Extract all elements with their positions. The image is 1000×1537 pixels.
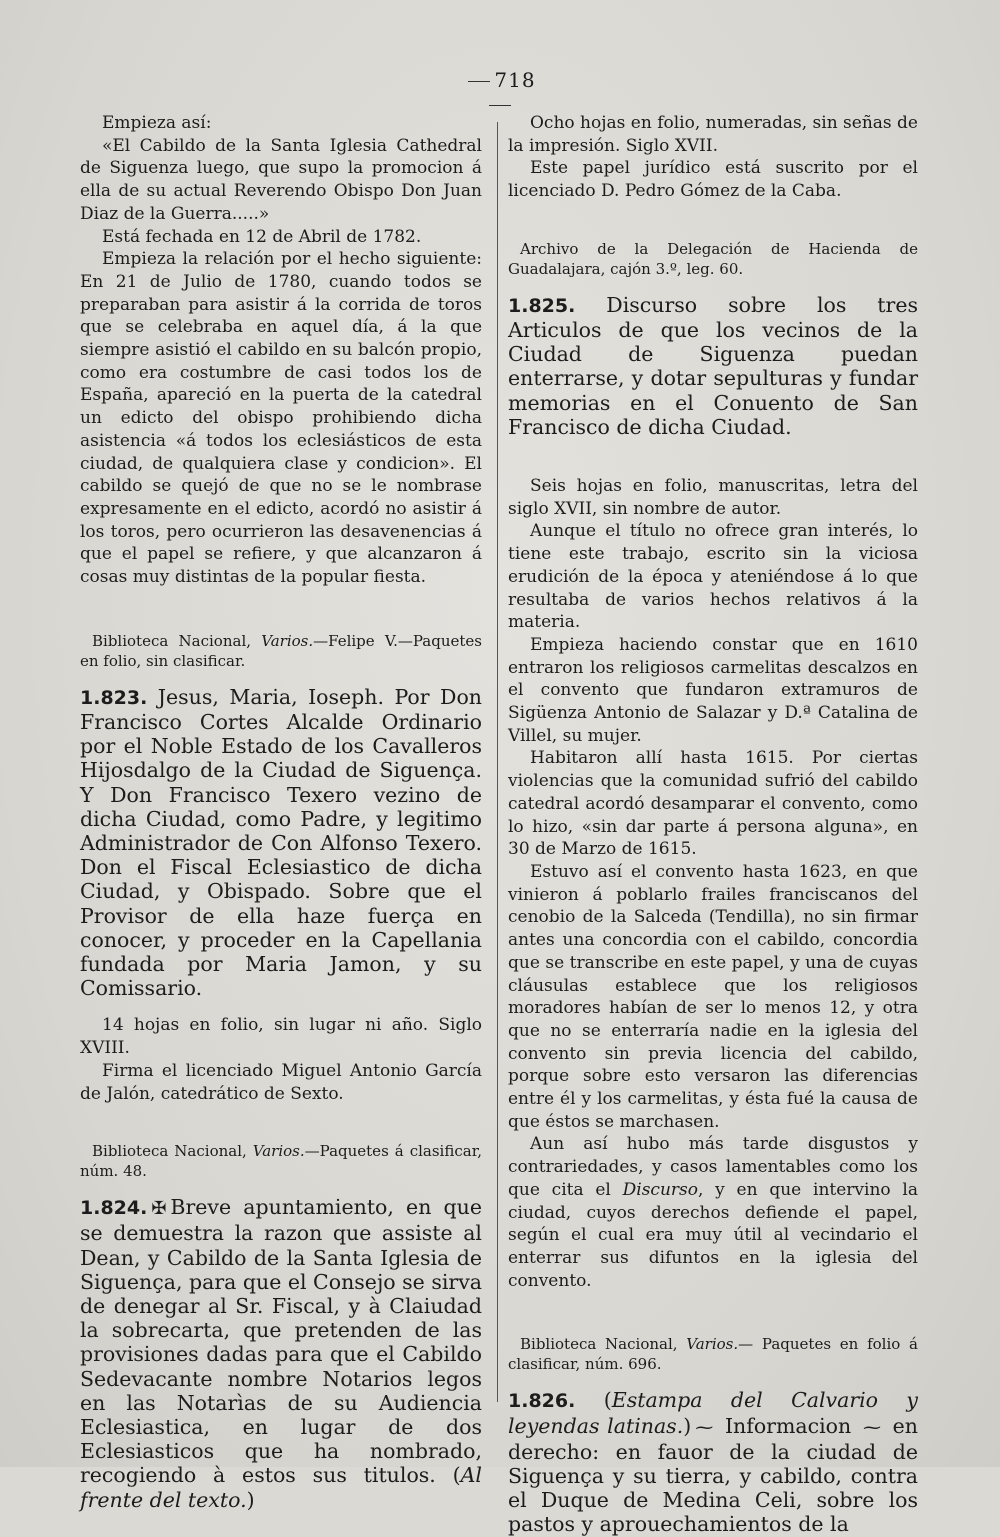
paragraph: Aunque el título no ofrece gran interés, lo tiene este trabajo, escrito sin la viciosa erudición de la época y ateniéndose á lo que resultaba de varios hechos relativos á la materia. xyxy=(508,521,918,633)
page-number: 718 xyxy=(450,68,550,116)
cross-ornament-icon: ✠ xyxy=(151,1198,167,1220)
paragraph: Firma el licenciado Miguel Antonio García de Jalón, catedrático de Sexto. xyxy=(80,1060,482,1104)
paragraph: Habitaron allí hasta 1615. Por ciertas violencias que la comunidad sufrió del cabildo catedral acordó desamparar el convento, como lo hizo, «sin dar parte á persona alguna», en 30 de Marzo de 1615. xyxy=(508,748,918,860)
paragraph: Este papel jurídico está suscrito por el licenciado D. Pedro Gómez de la Caba. xyxy=(508,158,918,202)
paragraph: Estuvo así el convento hasta 1623, en que vinieron á poblarlo frailes franciscanos del cenobio de la Salceda (Tendilla), no sin firmar antes una concordia con el cabildo, concordia que se transcribe en este papel, y una de cuyas cláusulas establece que los religiosos moradores habían de ser lo menos 12, y otra que no se enterraría nadie en la iglesia del convento sin previa licencia del cabildo, porque sobre esto versaron las diferencias entre él y los carmelitas, y ésta fué la causa de que éstos se marchasen. xyxy=(508,861,918,1132)
citation: Biblioteca Nacional, Varios.—Felipe V.—Paquetes en folio, sin clasificar. xyxy=(80,631,482,670)
column-divider xyxy=(497,122,498,1402)
entry-number: 1.824. xyxy=(80,1197,148,1220)
entry-1824: 1.824. ✠ Breve apuntamiento, en que se demuestra la razon que assiste al Dean, y Cabildo de la Santa Iglesia de Siguença, para que el Consejo se sirva de denegar al Sr. Fiscal, y à Claiudad la sobrecarta, que pretenden de las provisiones dadas para que el Cabildo Sedevacante nombre Notarios legos en las Notarìas de su Audiencia Eclesiastica, en lugar de dos Eclesiasticos que ha nombrado, recogiendo à estos sus titulos. (Al frente del texto.) xyxy=(80,1195,483,1512)
paragraph: Ocho hojas en folio, numeradas, sin señas de la impresión. Siglo XVII. xyxy=(508,113,918,156)
paragraph: «El Cabildo de la Santa Iglesia Cathedral de Siguenza luego, que supo la promocion á ella de su actual Reverendo Obispo Don Juan Diaz de la Guerra.....» xyxy=(80,135,482,224)
paragraph: Aun así hubo más tarde disgustos y contrariedades, y casos lamentables como los que cita el Discurso, y en que intervino la ciudad, cuyos derechos defiende el papel, según el cual era muy útil al vecindario el enterrar sus difuntos en la iglesia del convento. xyxy=(508,1134,918,1291)
entry-title: Discurso sobre los tres Articulos de que los vecinos de la Ciudad de Siguenza puedan enterrarse, y dotar sepulturas y fundar memorias en el Conuento de San Francisco de dicha Ciudad. xyxy=(508,292,918,439)
citation: Archivo de la Delegación de Hacienda de Guadalajara, cajón 3.º, leg. 60. xyxy=(508,239,918,278)
right-column xyxy=(508,112,918,1537)
ornament-icon: ⁓ xyxy=(695,1416,714,1438)
paragraph: Empieza haciendo constar que en 1610 entraron los religiosos carmelitas descalzos en el convento que fundaron extramuros de Sigüenza Antonio de Salazar y D.ª Catalina de Villel, su mujer. xyxy=(508,634,918,746)
left-column xyxy=(80,112,482,1512)
paragraph: 14 hojas en folio, sin lugar ni año. Siglo XVIII. xyxy=(80,1015,482,1059)
ornament-icon: ⁓ xyxy=(862,1416,881,1438)
citation: Biblioteca Nacional, Varios.— Paquetes en folio á clasificar, núm. 696. xyxy=(508,1335,918,1374)
paragraph: Empieza así: xyxy=(102,113,212,133)
entry-number: 1.825. xyxy=(508,294,576,317)
paragraph: Empieza la relación por el hecho siguiente: En 21 de Julio de 1780, cuando todos se preparaban para asistir á la corrida de toros que se celebraba en aquel día, á la que siempre asistió el cabildo en su balcón propio, como era costumbre de casi todos los de España, apareció en la puerta de la catedral un edicto del obispo prohibiendo dicha asistencia «á todos los eclesiásticos de esta ciudad, de qualquiera clase y condicion». El cabildo se quejó de que no se le nombrase expresamente en el edicto, acordó no asistir á los toros, pero ocurrieron las desavenencias á que el papel se refiere, y que alcanzaron á cosas muy distintas de la popular fiesta. xyxy=(80,249,482,588)
entry-1823 xyxy=(80,685,482,1001)
entry-title: Breve apuntamiento, en que se demuestra la razon que assiste al Dean, y Cabildo de la Santa Iglesia de Siguença, para que el Consejo se sirva de denegar al Sr. Fiscal, y à Claiudad la sobrecarta, que pretenden de las provisiones dadas para que el Cabildo Sedevacante nombre Notarios legos en las Notarìas de su Audiencia Eclesiastica, en lugar de dos Eclesiasticos que ha nombrado, recogiendo à estos sus titulos. ( xyxy=(80,1195,483,1488)
citation: Biblioteca Nacional, Varios.—Paquetes á clasificar, núm. 48. xyxy=(80,1142,482,1181)
paragraph: Seis hojas en folio, manuscritas, letra del siglo XVII, sin nombre de autor. xyxy=(508,476,918,519)
entry-1826: 1.826. (Estampa del Calvario y leyendas latinas.) ⁓ Informacion ⁓ en derecho: en fauor de la ciudad de Siguença y su tierra, y cabildo, contra el Duque de Medina Celi, sobre los pastos y aprouechamientos de la xyxy=(508,1388,919,1537)
entry-number: 1.823. xyxy=(80,686,148,709)
paragraph: Está fechada en 12 de Abril de 1782. xyxy=(102,226,422,247)
entry-1825 xyxy=(508,293,918,439)
entry-number: 1.826. xyxy=(508,1390,576,1413)
entry-title: Jesus, Maria, Ioseph. Por Don Francisco Cortes Alcalde Ordinario por el Noble Estado de los Cavalleros Hijosdalgo de la Ciudad de Siguença. Y Don Francisco Texero vezino de dicha Ciudad, como Padre, y legitimo Administrador de Con Alfonso Texero. Don el Fiscal Eclesiastico de dicha Ciudad, y Obispado. Sobre que el Provisor de ella haze fuerça en conocer, y proceder en la Capellania fundada por Maria Jamon, y su Comissario. xyxy=(80,684,482,1001)
